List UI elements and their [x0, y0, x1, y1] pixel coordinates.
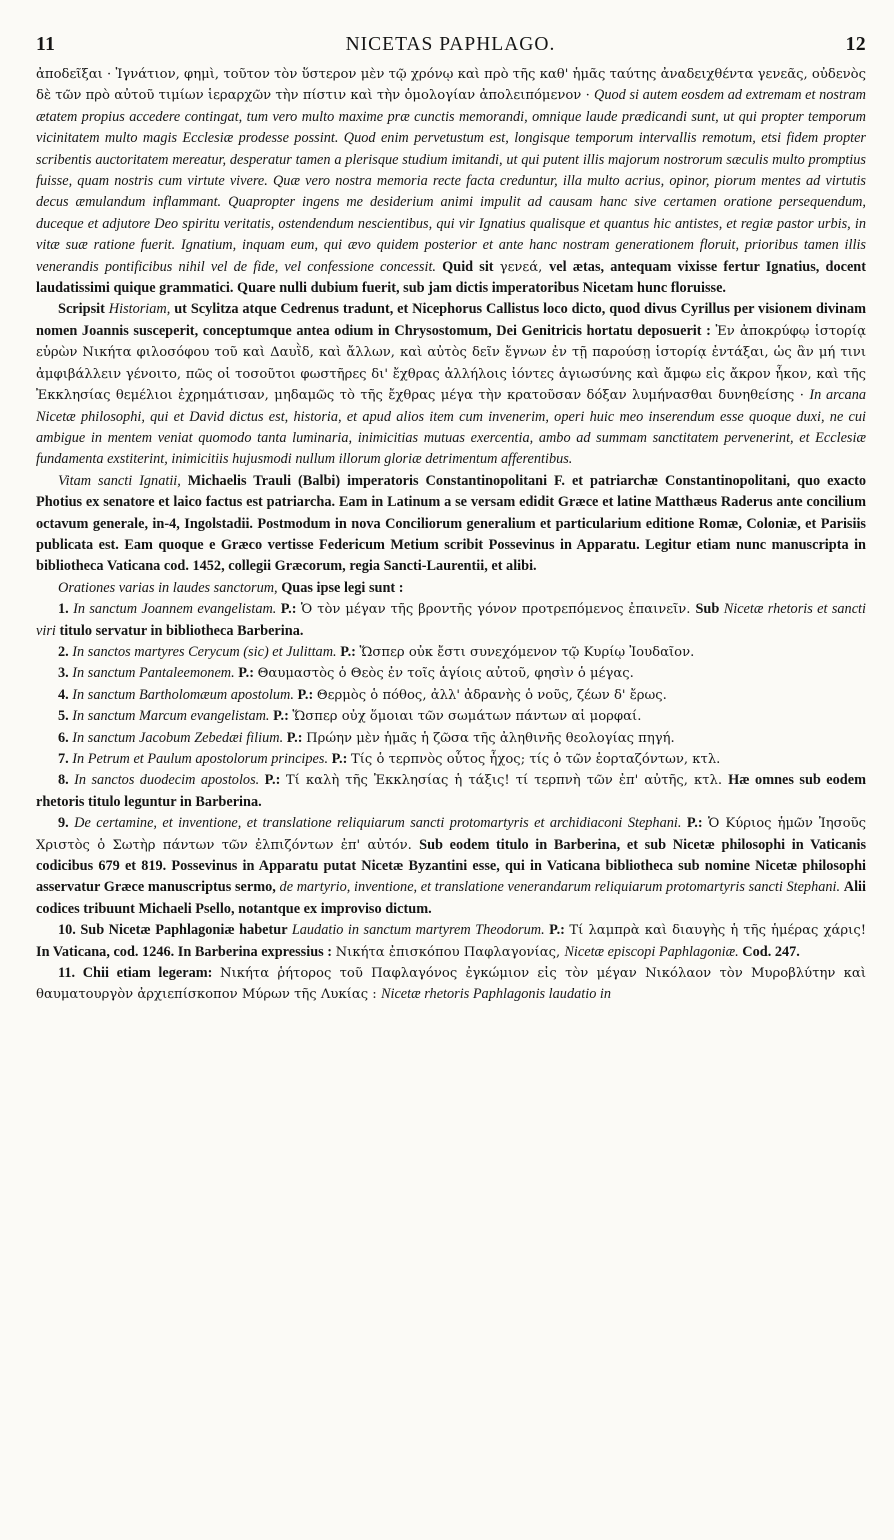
latin-text: P.:: [297, 686, 317, 703]
italic-text: Quod si autem eosdem ad extremam et nostram ætatem propius accedere contingat, tum vero multo maxime præ cunctis memorandi, omnique laude prædicandi sunt, ut qui propter temporum vicinitatem multo magis Ecclesiæ prodesse possint. Quod enim pervetustum est, longisque temporum intervallis remotum, etsi fidem propter scribentis auctoritatem mereatur, desperatur tamen a plerisque studium imitandi, ut qui putent illis majorum nostrorum sæculis multo promptius fuisse, quam nostris cum virtute vivere. Quæ vero nostra memoria recte facta creduntur, illa multo acrius, opinor, piorum mentes ad virtutis decus æmulandum inflammant. Quapropter ingens me desiderium animi impulit ad causam hanc sive certamen oratione persequendum, duceque et adjutore Deo spiritu veritatis, ostendendum nescientibus, qui vir Ignatius qualisque et quantus hic antistes, et regiæ pastor urbis, in vitæ suæ ratione fuerit. Ignatium, inquam eum, qui ævo quidem posterior et ante hanc nostram generationem floruit, prioribus tamen illis venerandis pontificibus nihil vel de fide, vel confessione concessit.: [36, 87, 866, 275]
greek-text: Ἐν ἀποκρύφῳ ἱστορίᾳ εὑρὼν Νικήτα φιλοσόφου τοῦ καὶ Δαυῒδ, καὶ ἄλλων, καὶ αὐτὸς δεῖν ἔγνων ἐν τῇ παρούσῃ ἱστορίᾳ ἐντάξαι, ὡς ἂν μή τινι ἀμφιβάλλειν γένοιτο, πῶς οἱ τοσοῦτοι φωστῆρες δι' ἔχθρας ἀλλήλοις ἰόντες ἁγιωσύνης καὶ ἄμφω εἰς ἄκρον ἧκον, καὶ τῆς Ἐκκλησίας θεμέλιοι ἐχρημάτισαν, μηδαμῶς τὸ τῆς ἔχθρας μέγα τὴν κρατοῦσαν δόξαν λυμήνασθαι δυνηθείσης ·: [36, 323, 866, 404]
latin-text: 3.: [58, 665, 73, 682]
greek-text: Θαυμαστὸς ὁ Θεὸς ἐν τοῖς ἁγίοις αὐτοῦ, φησὶν ὁ μέγας.: [257, 666, 634, 682]
latin-text: P.:: [686, 815, 709, 832]
paragraph: [36, 663, 866, 684]
latin-text: Sub eodem titulo in Barberina, et sub Nicetæ philosophi in Vaticanis codicibus 679 et 819. Possevinus in Apparatu putat Nicetæ Byzantini esse, qui in Vaticana bibliotheca sub nomine Nicetæ philosophi asservatur Græce manuscriptus sermo,: [36, 836, 867, 896]
paragraph: [36, 728, 866, 749]
italic-text: In Petrum et Paulum apostolorum principes.: [72, 751, 332, 767]
paragraph: [36, 299, 866, 470]
latin-text: Quas ipse legi sunt :: [281, 579, 404, 596]
latin-text: P.:: [238, 665, 258, 682]
latin-text: In Vaticana, cod. 1246. In Barberina expressius :: [36, 943, 336, 960]
italic-text: In sanctos martyres Cerycum (sic) et Julittam.: [72, 643, 341, 660]
italic-text: In sanctum Joannem evangelistam.: [73, 601, 281, 618]
latin-text: P.:: [331, 751, 351, 767]
italic-text: Nicetæ rhetoris et sancti viri: [36, 601, 866, 639]
paragraph: [36, 64, 866, 299]
italic-text: In sanctos duodecim apostolos.: [74, 772, 265, 789]
italic-text: In sanctum Pantaleemonem.: [72, 665, 239, 682]
paragraph: [36, 685, 866, 706]
greek-text: Τίς ὁ τερπνὸς οὗτος ἦχος; τίς ὁ τῶν ἑορταζόντων, κτλ.: [350, 752, 721, 767]
latin-text: P.:: [286, 729, 307, 746]
latin-text: 7.: [58, 751, 73, 767]
paragraph: [36, 770, 866, 813]
paragraph: [36, 706, 866, 727]
paragraph: [36, 471, 866, 578]
greek-text: Ὥσπερ οὐχ ὅμοιαι τῶν σωμάτων πάντων αἱ μορφαί.: [292, 709, 642, 725]
latin-text: 4.: [58, 686, 73, 703]
greek-text: ἀποδεῖξαι · Ἰγνάτιον, φημὶ, τοῦτον τὸν ὕστερον μὲν τῷ χρόνῳ καὶ πρὸ τῆς καθ' ἡμᾶς ταύτης ἀναδειχθέντα γενεᾶς, οὐδενὸς δὲ τῶν πρὸ αὐτοῦ τιμίων ἱεραρχῶν τὴν πίστιν καὶ τὴν ὁμολογίαν ἀπολειπόμενον ·: [36, 67, 866, 104]
body-text: [36, 64, 866, 1006]
greek-text: Ὥσπερ οὐκ ἔστι συνεχόμενον τῷ Κυρίῳ Ἰουδαῖον.: [359, 644, 695, 660]
greek-text: Πρώην μὲν ἡμᾶς ἡ ζῶσα τῆς ἀληθινῆς θεολογίας πηγή.: [306, 730, 675, 746]
latin-text: P.:: [264, 772, 286, 789]
latin-text: titulo servatur in bibliotheca Barberina.: [59, 622, 304, 639]
running-head: [36, 34, 866, 58]
latin-text: Cod. 247.: [742, 943, 800, 960]
greek-text: Θερμὸς ὁ πόθος, ἀλλ' ἀδρανὴς ὁ νοῦς, ζέων δ' ἔρως.: [316, 687, 667, 703]
latin-text: Scripsit: [58, 301, 109, 318]
latin-text: 9.: [58, 815, 75, 832]
page-number-right: 12: [845, 34, 866, 55]
italic-text: Nicetæ episcopi Paphlagoniæ.: [564, 943, 743, 960]
paragraph: [36, 599, 866, 642]
italic-text: Historiam,: [108, 301, 175, 318]
paragraph: [36, 963, 866, 1006]
paragraph: [36, 813, 866, 920]
latin-text: 11. Chii etiam legeram:: [58, 965, 221, 982]
latin-text: P.:: [273, 708, 293, 725]
page-number-left: 11: [36, 34, 56, 55]
latin-text: P.:: [549, 922, 570, 939]
latin-text: Alii codices tribuunt Michaeli Psello, notantque ex improviso dictum.: [36, 879, 866, 917]
latin-text: Quid sit: [442, 258, 500, 275]
latin-text: 8.: [58, 772, 75, 789]
paragraph: [36, 920, 866, 963]
greek-text: Τί λαμπρὰ καὶ διαυγὴς ἡ τῆς ἡμέρας χάρις!: [569, 923, 866, 939]
italic-text: De certamine, et inventione, et translatione reliquiarum sancti protomartyris et archidiaconi Stephani.: [74, 815, 687, 832]
greek-text: Ὁ Κύριος ἡμῶν Ἰησοῦς Χριστὸς ὁ Σωτὴρ πάντων τῶν ἐλπιζόντων ἐπ' αὐτόν.: [36, 816, 866, 853]
latin-text: P.:: [340, 643, 360, 660]
paragraph: [36, 642, 866, 663]
latin-text: vel ætas, antequam vixisse fertur Ignatius, docent laudatissimi quique grammatici. Quare nulli dubium fuerit, sub jam dictis imperatoribus Nicetam hunc floruisse.: [36, 258, 867, 297]
italic-text: In sanctum Bartholomæum apostolum.: [72, 686, 298, 703]
latin-text: P.:: [280, 601, 301, 618]
italic-text: In arcana Nicetæ philosophi, qui et David dictus est, historia, et apud alios item cum invenerim, operi huic meo inserendum esse quoque duxi, ne cui ambigue in mentem veniat quomodo tanta luminaria, inimicitias mutuas exercentia, ambo ad summam sanctitatem pervenerint, et Ecclesiæ fundamenta exstiterint, inimicitiis hujusmodi nullum illorum gloriæ detrimentum afferentibus.: [36, 387, 866, 468]
italic-text: In sanctum Jacobum Zebedæi filium.: [72, 729, 287, 746]
latin-text: Michaelis Trauli (Balbi) imperatoris Constantinopolitani F. et patriarchæ Constantinopolitani, quo exacto Photius ex senatore et laico factus est patriarcha. Eam in Latinum a se versam edidit Græce et latine Matthæus Raderus ante concilium octavum generale, in-4, Ingolstadii. Postmodum in nova Conciliorum generalium et particularium editione Romæ, Coloniæ, et Parisiis publicata est. Eam quoque e Græco vertisse Federicum Metium scribit Possevinus in Apparatu. Legitur etiam nunc manuscripta in bibliotheca Vaticana cod. 1452, collegii Græcorum, regia Sancti-Laurentii, et alibi.: [36, 472, 866, 575]
paragraph: [36, 578, 866, 599]
latin-text: 6.: [58, 729, 73, 746]
italic-text: Orationes varias in laudes sanctorum,: [58, 579, 282, 596]
greek-text: Νικήτα ἐπισκόπου Παφλαγονίας,: [335, 944, 565, 960]
latin-text: 2.: [58, 643, 73, 660]
greek-text: Τί καλὴ τῆς Ἐκκλησίας ἡ τάξις! τί τερπνὴ τῶν ἐπ' αὐτῆς, κτλ.: [285, 773, 729, 789]
latin-text: ut Scylitza atque Cedrenus tradunt, et Nicephorus Callistus loco dicto, quod divus Cyrillus per visionem divinam nomen Joannis susceperit, conceptumque antea odium in Chrysostomum, Dei Genitricis hortatu deposuerit :: [36, 301, 867, 339]
latin-text: 1.: [58, 601, 74, 618]
italic-text: In sanctum Marcum evangelistam.: [72, 708, 274, 725]
running-title: NICETAS PAPHLAGO.: [345, 34, 556, 55]
greek-text: Νικήτα ῥήτορος τοῦ Παφλαγόνος ἐγκώμιον εἰς τὸν μέγαν Νικόλαον τὸν Μυροβλύτην καὶ θαυματουργὸν ἀρχιεπίσκοπον Μύρων τῆς Λυκίας :: [36, 966, 866, 1003]
latin-text: Hæ omnes sub eodem rhetoris titulo leguntur in Barberina.: [36, 772, 866, 810]
greek-text: Ὁ τὸν μέγαν τῆς βροντῆς γόνον προτρεπόμενος ἐπαινεῖν.: [300, 602, 696, 618]
greek-text: γενεά,: [499, 259, 550, 275]
paragraph: [36, 749, 866, 770]
italic-text: Vitam sancti Ignatii,: [58, 472, 188, 489]
italic-text: Laudatio in sanctum martyrem Theodorum.: [291, 922, 550, 939]
italic-text: Nicetæ rhetoris Paphlagonis laudatio in: [380, 986, 612, 1003]
latin-text: Sub: [695, 601, 724, 618]
latin-text: 10. Sub Nicetæ Paphlagoniæ habetur: [58, 922, 292, 939]
latin-text: 5.: [58, 708, 73, 725]
italic-text: de martyrio, inventione, et translatione venerandarum reliquiarum protomartyris sancti Stephani.: [279, 879, 844, 896]
